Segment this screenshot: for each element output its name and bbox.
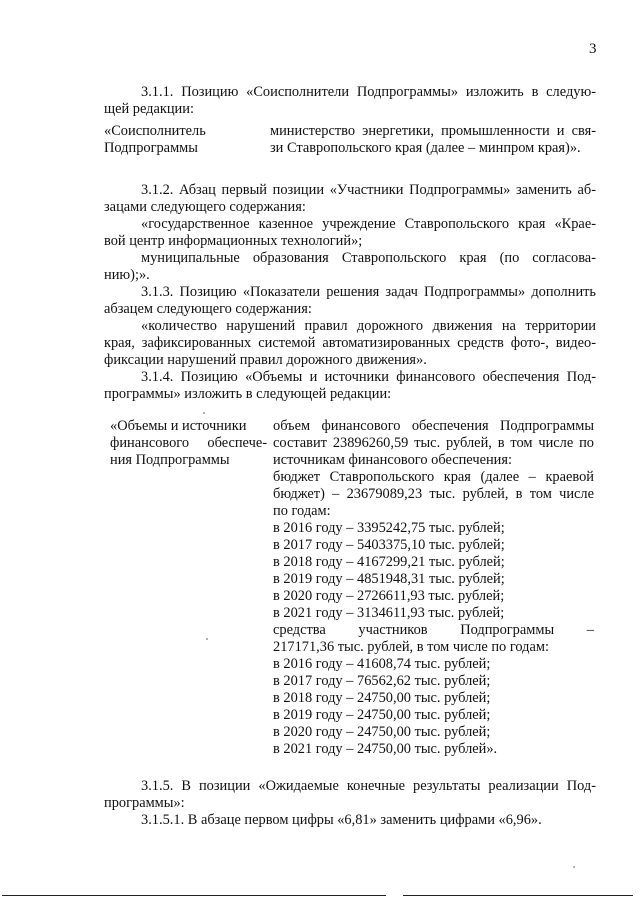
table-left-cell: «Объемы и источники xyxy=(110,418,247,434)
text-line: программы»: xyxy=(104,795,185,811)
table-right-line: в 2020 году – 24750,00 тыс. рублей; xyxy=(273,724,491,740)
table-right-line: в 2017 году – 5403375,10 тыс. рублей; xyxy=(273,537,505,553)
text-line: 3.1.4. Позицию «Объемы и источники финансового обеспечения Под- xyxy=(141,369,596,385)
table-right-line: в 2018 году – 24750,00 тыс. рублей; xyxy=(273,690,491,706)
table-right-line: объем финансового обеспечения Подпрограммы xyxy=(273,418,594,434)
text-line: края, зафиксированных системой автоматизированных средств фото-, видео- xyxy=(104,335,596,351)
table-right-line: по годам: xyxy=(273,503,331,519)
table-right-line: средства участников Подпрограммы – xyxy=(273,622,594,638)
table-right-line: в 2016 году – 41608,74 тыс. рублей; xyxy=(273,656,491,672)
table-left-cell: финансового обеспече- xyxy=(110,435,267,451)
text-line: фиксации нарушений правил дорожного движения». xyxy=(104,352,427,368)
text-line: «количество нарушений правил дорожного движения на территории xyxy=(141,318,596,334)
table-right-line: в 2021 году – 3134611,93 тыс. рублей; xyxy=(273,605,505,621)
text-line: программы» изложить в следующей редакции: xyxy=(104,386,392,402)
footer-divider xyxy=(403,895,633,896)
table-right-line: в 2016 году – 3395242,75 тыс. рублей; xyxy=(273,520,505,536)
table-right-cell: министерство энергетики, промышленности и свя- xyxy=(270,123,596,139)
text-line: 3.1.1. Позицию «Соисполнители Подпрограммы» изложить в следую- xyxy=(141,84,596,100)
text-line: 3.1.5. В позиции «Ожидаемые конечные результаты реализации Под- xyxy=(141,778,596,794)
text-line: 3.1.5.1. В абзаце первом цифры «6,81» заменить цифрами «6,96». xyxy=(141,812,542,828)
text-line: нию);». xyxy=(104,267,150,283)
table-right-cell: зи Ставропольского края (далее – минпром края)». xyxy=(270,140,581,156)
scan-speck xyxy=(573,866,575,868)
table-left-cell: «Соисполнитель xyxy=(104,123,206,139)
table-right-line: в 2019 году – 4851948,31 тыс. рублей; xyxy=(273,571,505,587)
table-right-line: 217171,36 тыс. рублей, в том числе по годам: xyxy=(273,639,549,655)
text-line: зацами следующего содержания: xyxy=(104,199,306,215)
text-line: муниципальные образования Ставропольского края (по согласова- xyxy=(141,250,596,266)
table-right-line: в 2017 году – 76562,62 тыс. рублей; xyxy=(273,673,491,689)
table-right-line: в 2021 году – 24750,00 тыс. рублей». xyxy=(273,741,498,757)
text-line: щей редакции: xyxy=(104,101,194,117)
table-left-cell: Подпрограммы xyxy=(104,140,198,156)
table-right-line: в 2019 году – 24750,00 тыс. рублей; xyxy=(273,707,491,723)
table-right-line: составит 23896260,59 тыс. рублей, в том числе по xyxy=(273,435,594,451)
text-line: вой центр информационных технологий»; xyxy=(104,233,363,249)
page-number: 3 xyxy=(589,41,597,57)
table-right-line: в 2018 году – 4167299,21 тыс. рублей; xyxy=(273,554,505,570)
text-line: 3.1.2. Абзац первый позиции «Участники Подпрограммы» заменить аб- xyxy=(141,182,596,198)
scan-speck xyxy=(206,638,208,640)
text-line: «государственное казенное учреждение Ставропольского края «Крае- xyxy=(141,216,596,232)
scan-speck xyxy=(203,412,205,414)
table-right-line: бюджет) – 23679089,23 тыс. рублей, в том числе xyxy=(273,486,594,502)
text-line: 3.1.3. Позицию «Показатели решения задач Подпрограммы» дополнить xyxy=(141,284,596,300)
footer-divider xyxy=(2,895,386,896)
table-right-line: бюджет Ставропольского края (далее – краевой xyxy=(273,469,594,485)
text-line: абзацем следующего содержания: xyxy=(104,301,312,317)
table-right-line: в 2020 году – 2726611,93 тыс. рублей; xyxy=(273,588,505,604)
table-right-line: источникам финансового обеспечения: xyxy=(273,452,512,468)
table-left-cell: ния Подпрограммы xyxy=(110,452,230,468)
